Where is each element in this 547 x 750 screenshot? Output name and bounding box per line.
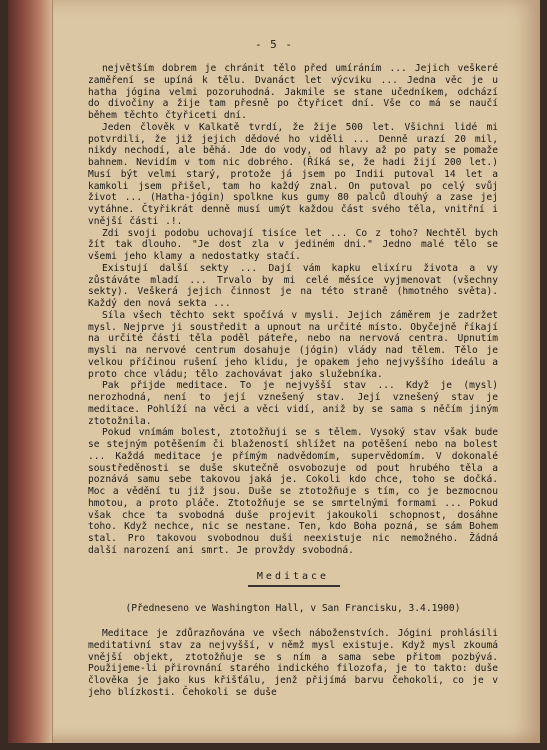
section-subtitle: (Předneseno ve Washington Hall, v San Francisku, 3.4.1900): [125, 603, 461, 614]
paragraph: Existují další sekty ... Dají vám kapku elixíru života a vy zůstáváte mladí ... Trvalo by mi celé měsíce vyjmenovat (všechny sekty). Veškerá jejich činnost je na této straně (hmotného světa). Každý den nová sekta ...: [88, 262, 498, 309]
page-gutter: [52, 0, 53, 743]
paragraph: Síla všech těchto sekt spočívá v mysli. Jejich záměrem je zadržet mysl. Nejprve ji soustředit a upnout na určité místo. Obyčejně říkají na určité části těla poděl páteře, nebo na nervová centra. Upnutím mysli na nervové centrum dosahuje (jógin) vlády nad tělem. Tělo je velkou příčinou rušení jeho klidu, je opakem jeho nejvyššího ideálu a proto chce vládu; tělo zachovávat jako služebníka.: [88, 309, 498, 380]
heading-underline: [248, 585, 340, 587]
paragraph: největším dobrem je chránit tělo před umíráním ... Jejich veškeré zaměření se upíná k tělu. Dvanáct let výcviku ... Jedna věc je u hatha jógina velmi pozoruhodná. Jakmile se stane učedníkem, odchází do divočiny a žije tam přesně po čtyřicet dní. Vše co má se naučí během těchto čtyřiceti dní.: [88, 63, 498, 121]
page-number: - 5 -: [254, 38, 294, 51]
section-heading: Meditace: [256, 571, 330, 582]
paragraph: Meditace je zdůrazňována ve všech náboženstvích. Jógini prohlásili meditativní stav za nejvyšší, v němž mysl existuje. Když mysl zkoumá vnější objekt, ztotožňuje se s ním a sama sebe přitom pozbývá. Použijeme-li přirovnání starého indického filozofa, je to takto: duše člověka je jako kus křišťálu, jenž přijímá barvu čehokoli, co je v jeho blízkosti. Čehokoli se duše: [88, 628, 498, 698]
document-page: [8, 0, 540, 743]
body-text: [88, 63, 498, 557]
paragraph: Jeden člověk v Kalkatě tvrdí, že žije 500 let. Všichni lidé mi potvrdili, že již jejich dědové ho viděli ... Denně urazí 20 mil, nikdy nechodí, ale běhá. Jde do vody, od hlavy až po paty se pomaže bahnem. Nevidím v tom nic dobrého. (Říká se, že hadi žijí 200 let.) Musí být velmi starý, protože já jsem po Indii putoval 14 let a kamkoli jsem přišel, tam ho každý znal. On putoval po celý svůj život ... (Hatha-jógin) spolkne kus gumy 80 palců dlouhý a zase jej vytáhne. Čtyřikrát denně musí umýt každou část svého těla, vnitřní i vnější části .!.: [88, 121, 498, 227]
paragraph: Zdi svoji podobu uchovají tisíce let ... Co z toho? Nechtěl bych žít tak dlouho. "Je dost zla v jediném dni." Jedno malé tělo se všemi jeho klamy a nedostatky stačí.: [88, 227, 498, 262]
paragraph: Pokud vnímám bolest, ztotožňuji se s tělem. Vysoký stav však bude se stejným potěšením či blažeností shlížet na potěšení nebo na bolest ... Každá meditace je přímým nadvědomím, supervědomím. V dokonalé soustředěnosti se duše skutečně osvobozuje od pout hrubého těla a poznává samu sebe takovou jaká je. Cokoli kdo chce, toho se dočká. Moc a vědění tu již jsou. Duše se ztotožňuje s tím, co je bezmocnou hmotou, a proto pláče. Ztotožňuje se se smrtelnými formami ... Pokud však chce ta svobodná duše projevit jakoukoli schopnost, dosáhne toho. Když nechce, nic se nestane. Ten, kdo Boha pozná, se sám Bohem stal. Pro takovou svobodnou duši neexistuje nic nemožného. Žádná další narození ani smrt. Je provždy svobodná.: [88, 427, 498, 556]
section-body-text: [88, 628, 498, 699]
book-binding: [8, 0, 52, 743]
paragraph: Pak přijde meditace. To je nejvyšší stav ... Když je (mysl) nerozhodná, není to její vznešený stav. Její vznešený stav je meditace. Pohlíží na věci a věci vidí, aniž by se sama s něčím jiným ztotožnila.: [88, 380, 498, 427]
